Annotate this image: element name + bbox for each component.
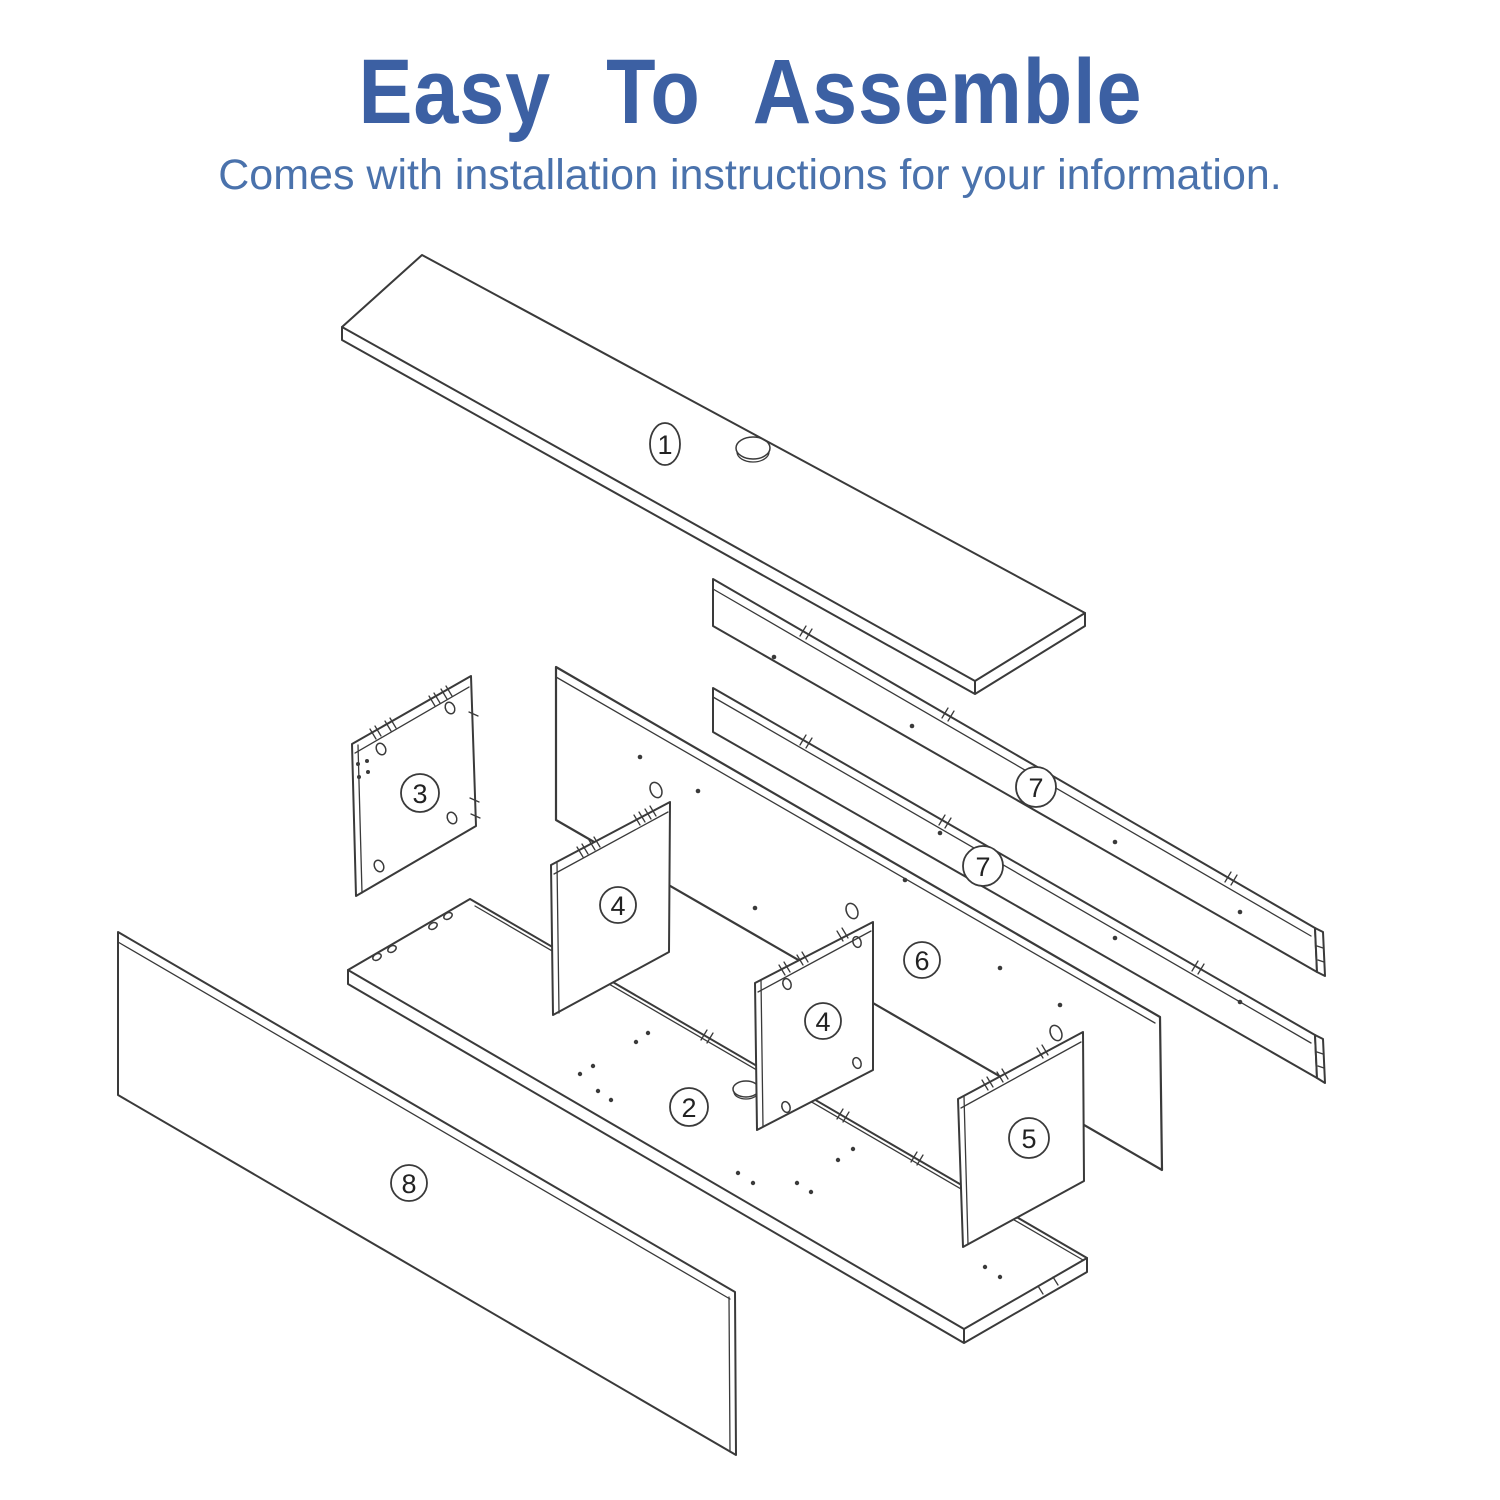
- label-number: 5: [1021, 1124, 1037, 1154]
- part-1-top-board: [342, 255, 1085, 694]
- rail-upper-end-cap: [1315, 928, 1325, 976]
- part-label-6: [904, 942, 940, 978]
- part-label-8: [391, 1165, 427, 1201]
- part-label-2: [670, 1088, 708, 1126]
- label-number: 7: [975, 852, 991, 882]
- label-number: 4: [610, 891, 626, 921]
- part-label-7-lower: [963, 846, 1003, 886]
- page-subtitle: Comes with installation instructions for your information.: [218, 150, 1282, 199]
- label-number: 8: [401, 1169, 417, 1199]
- part-label-1: [650, 423, 680, 465]
- label-number: 3: [412, 779, 428, 809]
- label-number: 2: [681, 1093, 697, 1123]
- part-label-4-middle: [805, 1003, 841, 1039]
- label-number: 7: [1028, 773, 1044, 803]
- part-label-5: [1009, 1118, 1049, 1158]
- part-label-7-upper: [1016, 767, 1056, 807]
- label-number: 4: [815, 1007, 831, 1037]
- page-title-text: Easy To Assemble: [358, 41, 1142, 143]
- label-number: 6: [914, 946, 930, 976]
- label-number: 1: [657, 430, 673, 460]
- part-label-4-left: [600, 887, 636, 923]
- part-label-3: [401, 774, 439, 812]
- rail-lower-end-cap: [1315, 1035, 1325, 1083]
